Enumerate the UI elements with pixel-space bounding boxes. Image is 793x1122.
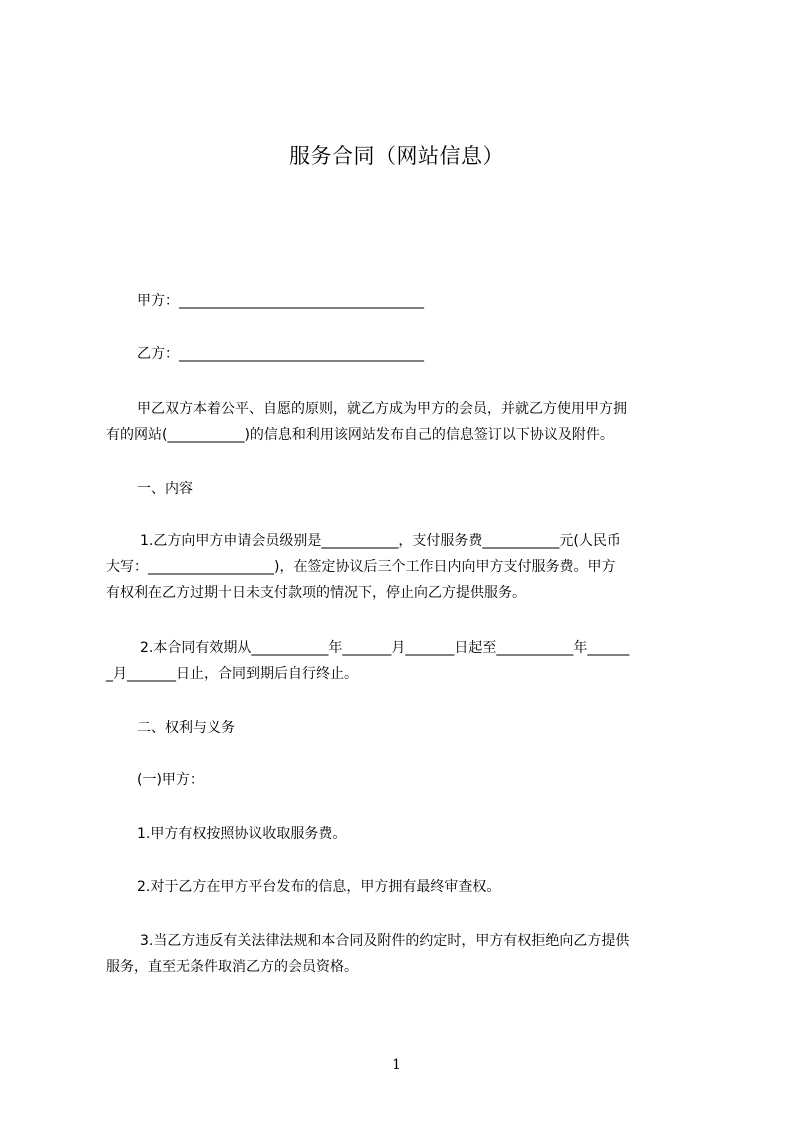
section-1-item-1-line-3: 有权利在乙方过期十日未支付款项的情况下，停止向乙方提供服务。 <box>106 585 526 601</box>
section-1-heading: 一、内容 <box>137 481 193 497</box>
party-b-line: 乙方：___________________________________ <box>137 346 424 362</box>
section-2-item-1: 1.甲方有权按照协议收取服务费。 <box>137 826 347 842</box>
section-1-item-1-line-1: 1.乙方向甲方申请会员级别是___________，支付服务费___________元(人民币 <box>140 533 621 549</box>
section-1-item-1-line-2: 大写：__________________)，在签定协议后三个工作日内向甲方支付服务费。甲方 <box>106 559 616 575</box>
section-1-item-2-line-1: 2.本合同有效期从___________年_______月_______日起至___________年______ <box>140 640 630 656</box>
section-2-heading: 二、权利与义务 <box>137 720 235 736</box>
section-2-sub-heading: (一)甲方： <box>137 772 204 788</box>
section-1-item-2-line-2: _月_______日止，合同到期后自行终止。 <box>106 666 358 682</box>
intro-line-1: 甲乙双方本着公平、自愿的原则，就乙方成为甲方的会员，并就乙方使用甲方拥 <box>137 401 627 417</box>
party-a-line: 甲方：___________________________________ <box>137 293 424 309</box>
page-number: 1 <box>392 1057 401 1073</box>
document-title: 服务合同（网站信息） <box>289 144 504 168</box>
section-2-item-3-line-1: 3.当乙方违反有关法律法规和本合同及附件的约定时，甲方有权拒绝向乙方提供 <box>140 933 630 949</box>
section-2-item-3-line-2: 服务，直至无条件取消乙方的会员资格。 <box>106 959 358 975</box>
section-2-item-2: 2.对于乙方在甲方平台发布的信息，甲方拥有最终审查权。 <box>137 879 501 895</box>
intro-line-2: 有的网站(___________)的信息和利用该网站发布自己的信息签订以下协议及附件。 <box>106 427 614 443</box>
